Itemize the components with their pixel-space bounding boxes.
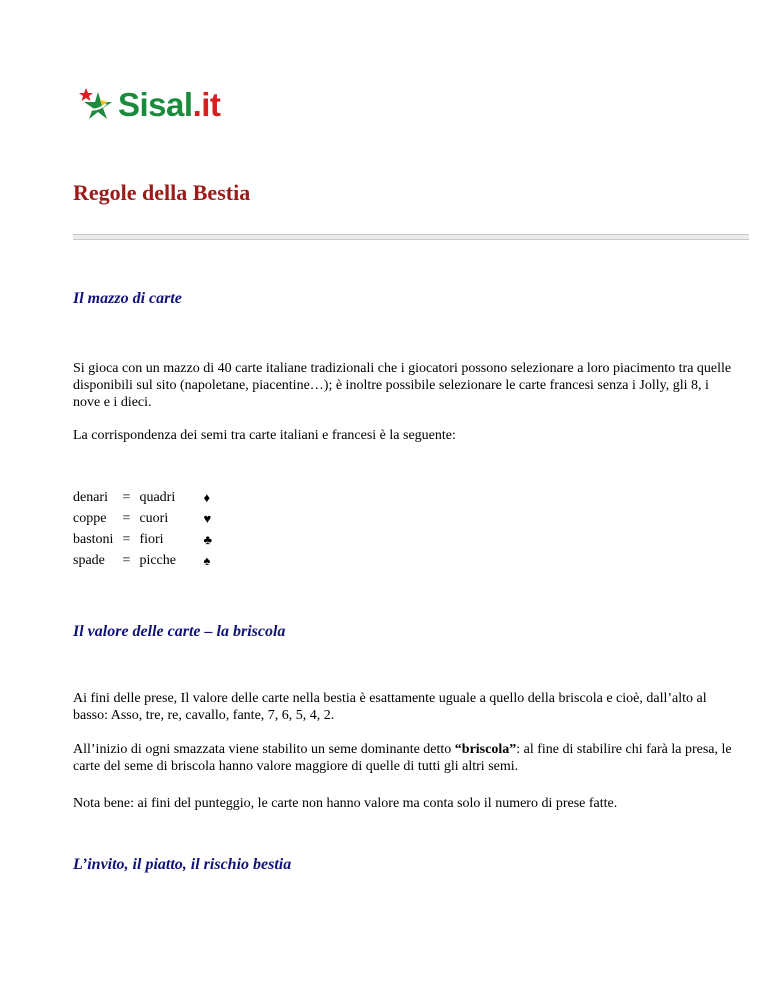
italian-suit: bastoni xyxy=(73,532,114,547)
valore-paragraph-2 xyxy=(73,741,733,775)
italian-suit: coppe xyxy=(73,511,107,526)
diamond-icon: ♦ xyxy=(203,490,211,505)
mazzo-paragraph-1: Si gioca con un mazzo di 40 carte italiane tradizionali che i giocatori possono selezionare a loro piacimento tra quelle disponibili sul sito (napoletane, piacentine…); è inoltre possibile selezionare le carte francesi senza i Jolly, gli 8, i nove e i dieci. xyxy=(73,361,732,410)
valore-p2-text-end: : al fine di stabilire chi farà la presa, le carte del seme di briscola hanno valore maggiore di quelle di tutti gli altri semi. xyxy=(73,742,732,774)
valore-p2-text: All’inizio di ogni smazzata viene stabilito un seme dominante detto xyxy=(73,742,455,757)
heart-icon: ♥ xyxy=(203,511,212,526)
suit-row xyxy=(71,532,216,553)
logo-wordmark xyxy=(118,85,221,123)
page-title: Regole della Bestia xyxy=(73,180,251,205)
section-heading-mazzo: Il mazzo di carte xyxy=(73,290,182,307)
suit-correspondence-table xyxy=(71,490,216,574)
valore-paragraph-3: Nota bene: ai fini del punteggio, le carte non hanno valore ma conta solo il numero di prese fatte. xyxy=(73,796,618,811)
logo-text-main: Sisal xyxy=(118,85,193,123)
valore-paragraph-1: Ai fini delle prese, Il valore delle carte nella bestia è esattamente uguale a quello della briscola e cioè, dall’alto al basso: Asso, tre, re, cavallo, fante, 7, 6, 5, 4, 2. xyxy=(73,691,707,723)
horizontal-divider xyxy=(73,234,749,240)
french-suit: quadri xyxy=(139,490,176,505)
star-logo-icon xyxy=(72,84,116,124)
section-heading-invito: L’invito, il piatto, il rischio bestia xyxy=(73,856,292,873)
french-suit: cuori xyxy=(139,511,169,526)
equals-sign: = xyxy=(122,532,131,547)
section-heading-valore: Il valore delle carte – la briscola xyxy=(73,623,286,640)
french-suit: picche xyxy=(139,553,176,568)
club-icon: ♣ xyxy=(203,532,212,547)
equals-sign: = xyxy=(122,511,131,526)
equals-sign: = xyxy=(122,490,131,505)
suit-row xyxy=(71,553,216,574)
suit-row xyxy=(71,511,216,532)
briscola-term: “briscola” xyxy=(454,742,517,757)
italian-suit: spade xyxy=(73,553,105,568)
sisal-logo[interactable] xyxy=(72,84,220,124)
equals-sign: = xyxy=(122,553,131,568)
mazzo-paragraph-2: La corrispondenza dei semi tra carte italiani e francesi è la seguente: xyxy=(73,428,456,443)
logo-text-tld: .it xyxy=(192,85,221,123)
french-suit: fiori xyxy=(139,532,164,547)
spade-icon: ♠ xyxy=(203,553,211,568)
suit-row xyxy=(71,490,216,511)
italian-suit: denari xyxy=(73,490,108,505)
